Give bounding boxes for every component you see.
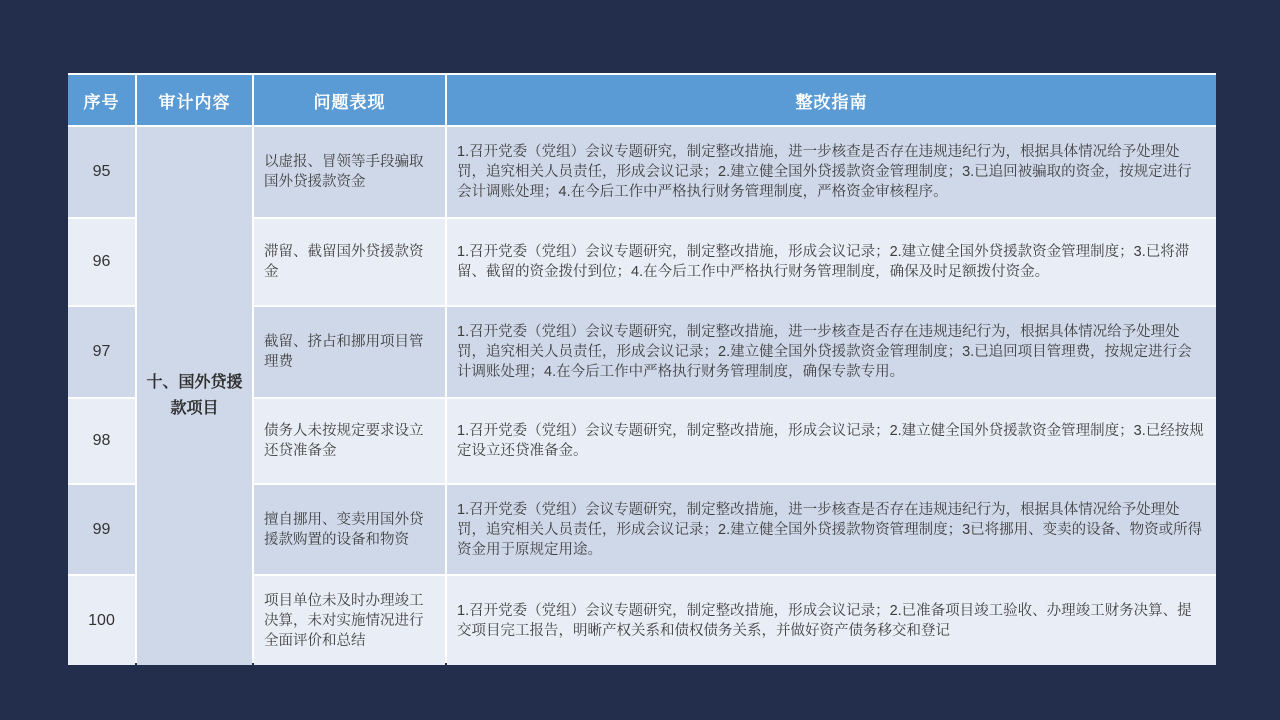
problem-cell: 项目单位未及时办理竣工决算，未对实施情况进行全面评价和总结 <box>254 576 445 665</box>
guide-cell: 1.召开党委（党组）会议专题研究，制定整改措施，形成会议记录；2.建立健全国外贷援款资金管理制度；3.已经按规定设立还贷准备金。 <box>447 399 1216 483</box>
row-number: 97 <box>68 307 135 397</box>
guide-cell: 1.召开党委（党组）会议专题研究，制定整改措施，进一步核查是否存在违规违纪行为，根据具体情况给予处理处罚，追究相关人员责任，形成会议记录；2.建立健全国外贷援款资金管理制度；3.已追回项目管理费，按规定进行会计调账处理；4.在今后工作中严格执行财务管理制度，确保专款专用。 <box>447 307 1216 397</box>
row-number: 96 <box>68 219 135 305</box>
problem-cell: 以虚报、冒领等手段骗取国外贷援款资金 <box>254 127 445 217</box>
header-cell-audit-content: 审计内容 <box>137 75 252 125</box>
row-number: 95 <box>68 127 135 217</box>
header-cell-guide: 整改指南 <box>447 75 1216 125</box>
row-number: 100 <box>68 576 135 665</box>
guide-cell: 1.召开党委（党组）会议专题研究，制定整改措施，形成会议记录；2.建立健全国外贷援款资金管理制度；3.已将滞留、截留的资金拨付到位；4.在今后工作中严格执行财务管理制度，确保及时足额拨付资金。 <box>447 219 1216 305</box>
problem-cell: 债务人未按规定要求设立还贷准备金 <box>254 399 445 483</box>
guide-cell: 1.召开党委（党组）会议专题研究，制定整改措施，进一步核查是否存在违规违纪行为，根据具体情况给予处理处罚，追究相关人员责任，形成会议记录；2.建立健全国外贷援款物资管理制度；3已将挪用、变卖的设备、物资或所得资金用于原规定用途。 <box>447 485 1216 574</box>
problem-cell: 擅自挪用、变卖用国外贷援款购置的设备和物资 <box>254 485 445 574</box>
problem-cell: 滞留、截留国外贷援款资金 <box>254 219 445 305</box>
header-cell-seq-number: 序号 <box>68 75 135 125</box>
guide-cell: 1.召开党委（党组）会议专题研究，制定整改措施，进一步核查是否存在违规违纪行为，根据具体情况给予处理处罚，追究相关人员责任，形成会议记录；2.建立健全国外贷援款资金管理制度；3.已追回被骗取的资金，按规定进行会计调账处理；4.在今后工作中严格执行财务管理制度，严格资金审核程序。 <box>447 127 1216 217</box>
audit-rectification-table <box>68 73 1216 663</box>
row-number: 99 <box>68 485 135 574</box>
header-cell-problem: 问题表现 <box>254 75 445 125</box>
category-cell-foreign-loan-projects: 十、国外贷援款项目 <box>137 127 252 665</box>
guide-cell: 1.召开党委（党组）会议专题研究，制定整改措施，形成会议记录；2.已准备项目竣工验收、办理竣工财务决算、提交项目完工报告，明晰产权关系和债权债务关系，并做好资产债务移交和登记 <box>447 576 1216 665</box>
problem-cell: 截留、挤占和挪用项目管理费 <box>254 307 445 397</box>
row-number: 98 <box>68 399 135 483</box>
